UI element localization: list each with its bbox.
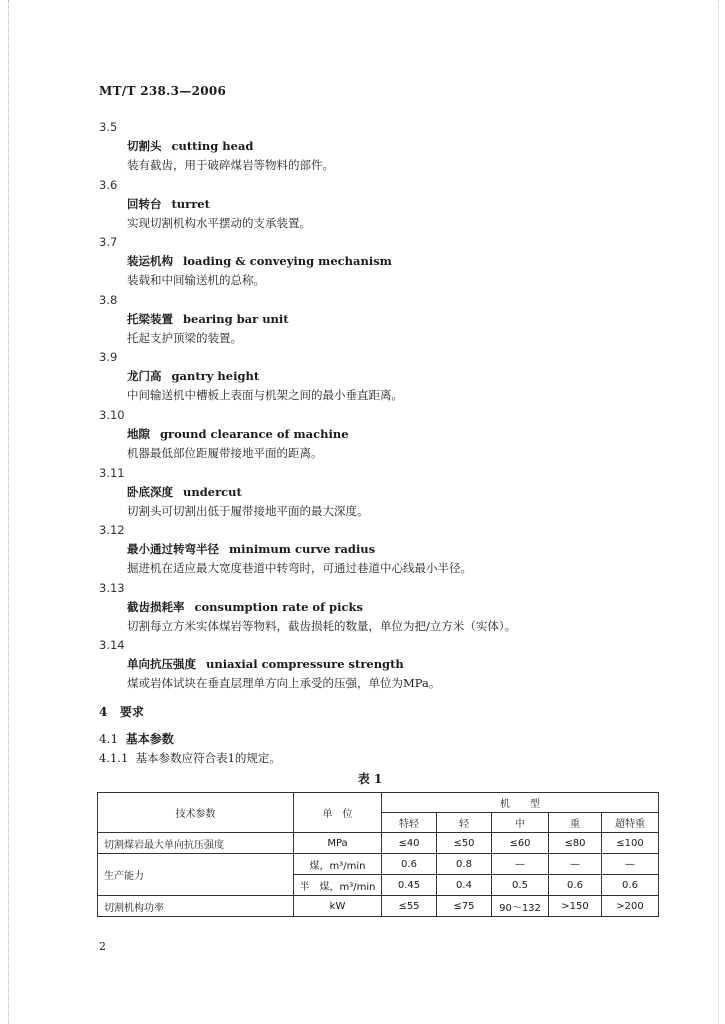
table-row — [98, 833, 659, 854]
section-number: 4.1 — [99, 732, 119, 746]
term-english: bearing bar unit — [183, 311, 289, 326]
term-english: turret — [171, 196, 210, 211]
table-row — [98, 854, 659, 875]
entry-number: 3.6 — [99, 177, 118, 192]
table-cell: — — [492, 854, 549, 875]
term-english: consumption rate of picks — [194, 599, 363, 614]
row-unit: 煤，m³/min — [294, 854, 382, 875]
binding-edge-right — [718, 0, 719, 1024]
row-param: 生产能力 — [98, 854, 294, 896]
term-chinese: 最小通过转弯半径 — [127, 542, 219, 557]
entry-number: 3.5 — [99, 120, 118, 134]
term-english: uniaxial compressure strength — [206, 657, 404, 672]
clause-text: 基本参数应符合表1的规定。 — [135, 751, 281, 765]
parameters-table — [97, 792, 659, 917]
table-cell: ≤40 — [382, 833, 437, 854]
table-cell: >200 — [602, 896, 659, 917]
definition-entry — [99, 406, 659, 464]
entry-term — [99, 310, 659, 329]
term-chinese: 切割头 — [127, 139, 162, 153]
entry-definition: 机器最低部位距履带接地平面的距离。 — [127, 445, 323, 460]
term-english: loading & conveying mechanism — [183, 254, 392, 269]
header-param: 技术参数 — [98, 793, 294, 833]
header-unit: 单 位 — [294, 793, 382, 833]
standard-code: MT/T 238.3—2006 — [99, 84, 227, 98]
entry-definition: 托起支护顶梁的装置。 — [127, 330, 242, 345]
definition-entry — [99, 521, 659, 579]
entry-definition: 装有截齿，用于破碎煤岩等物料的部件。 — [127, 158, 334, 172]
entry-number: 3.14 — [99, 638, 125, 653]
term-english: minimum curve radius — [229, 542, 376, 557]
table-row — [98, 896, 659, 917]
definition-entry — [99, 118, 659, 176]
entry-term — [99, 252, 659, 271]
definition-entry — [99, 233, 659, 291]
entry-definition: 实现切割机构水平摆动的支承装置。 — [127, 215, 311, 230]
model-medium: 中 — [492, 813, 549, 833]
table-cell: ≤75 — [437, 896, 492, 917]
term-english: undercut — [183, 484, 242, 499]
clause-number: 4.1.1 — [99, 751, 129, 765]
table-cell: ≤55 — [382, 896, 437, 917]
table-cell: 90～132 — [492, 896, 549, 917]
definition-entry — [99, 176, 659, 234]
term-english: ground clearance of machine — [160, 426, 349, 441]
term-chinese: 龙门高 — [127, 369, 162, 384]
table-cell: 0.45 — [382, 875, 437, 896]
row-param: 切割煤岩最大单向抗压强度 — [98, 833, 294, 854]
table-cell: ≤50 — [437, 833, 492, 854]
section-title: 要求 — [119, 705, 144, 719]
entry-number: 3.13 — [99, 580, 125, 595]
entry-term — [99, 540, 659, 559]
entry-number: 3.8 — [99, 292, 118, 307]
entry-number: 3.10 — [99, 407, 125, 422]
entry-definition: 切割头可切割出低于履带接地平面的最大深度。 — [127, 503, 369, 518]
row-unit: 半 煤，m³/min — [294, 875, 382, 896]
definition-entry — [99, 348, 659, 406]
model-light: 轻 — [437, 813, 492, 833]
entry-definition: 煤或岩体试块在垂直层理单方向上承受的压强，单位为MPa。 — [127, 676, 441, 691]
term-chinese: 托梁装置 — [127, 311, 173, 326]
entry-term — [99, 195, 659, 214]
entry-number: 3.12 — [99, 523, 125, 538]
table-cell: 0.8 — [437, 854, 492, 875]
term-chinese: 地隙 — [127, 426, 150, 441]
entry-term — [99, 137, 659, 156]
model-super-heavy: 超特重 — [602, 813, 659, 833]
table-title: 表 1 — [357, 772, 383, 786]
entry-definition: 中间输送机中槽板上表面与机架之间的最小垂直距离。 — [127, 388, 403, 403]
header-models: 机 型 — [382, 793, 659, 813]
entry-term — [99, 367, 659, 386]
page-number: 2 — [99, 940, 106, 953]
entry-term — [99, 655, 659, 674]
definition-entry — [99, 579, 659, 637]
model-heavy: 重 — [549, 813, 602, 833]
term-chinese: 截齿损耗率 — [127, 599, 185, 614]
row-unit: MPa — [294, 833, 382, 854]
row-param: 切割机构功率 — [98, 896, 294, 917]
row-unit: kW — [294, 896, 382, 917]
entry-number: 3.7 — [99, 235, 118, 250]
definition-entry — [99, 636, 659, 694]
term-chinese: 单向抗压强度 — [127, 657, 196, 672]
table-cell: — — [549, 854, 602, 875]
table-cell: ≤100 — [602, 833, 659, 854]
table-cell: 0.6 — [549, 875, 602, 896]
table-header-row — [98, 793, 659, 813]
entry-term — [99, 425, 659, 444]
table-cell: 0.5 — [492, 875, 549, 896]
clause-4-1-1 — [99, 750, 281, 766]
table-cell: — — [602, 854, 659, 875]
table-cell: 0.6 — [382, 854, 437, 875]
entry-definition: 掘进机在适应最大宽度巷道中转弯时，可通过巷道中心线最小半径。 — [127, 561, 472, 576]
term-english: cutting head — [171, 139, 254, 153]
entry-term — [99, 598, 659, 617]
table-cell: ≤60 — [492, 833, 549, 854]
table-cell: 0.6 — [602, 875, 659, 896]
section-4-1-heading — [99, 730, 174, 747]
definitions-list — [99, 118, 659, 694]
section-number: 4 — [99, 705, 108, 719]
section-4-heading — [99, 703, 144, 720]
table-cell: >150 — [549, 896, 602, 917]
table-cell: 0.4 — [437, 875, 492, 896]
term-chinese: 卧底深度 — [127, 484, 173, 499]
entry-definition: 装载和中间输送机的总称。 — [127, 273, 265, 288]
term-english: gantry height — [171, 369, 260, 384]
definition-entry — [99, 291, 659, 349]
entry-number: 3.11 — [99, 465, 125, 480]
entry-definition: 切割每立方米实体煤岩等物料，截齿损耗的数量，单位为把/立方米（实体）。 — [127, 618, 517, 633]
definition-entry — [99, 464, 659, 522]
term-chinese: 回转台 — [127, 196, 162, 211]
model-extra-light: 特轻 — [382, 813, 437, 833]
section-title: 基本参数 — [125, 732, 174, 746]
binding-edge-left — [8, 0, 9, 1024]
term-chinese: 装运机构 — [127, 254, 173, 269]
entry-number: 3.9 — [99, 350, 118, 365]
entry-term — [99, 483, 659, 502]
table-cell: ≤80 — [549, 833, 602, 854]
